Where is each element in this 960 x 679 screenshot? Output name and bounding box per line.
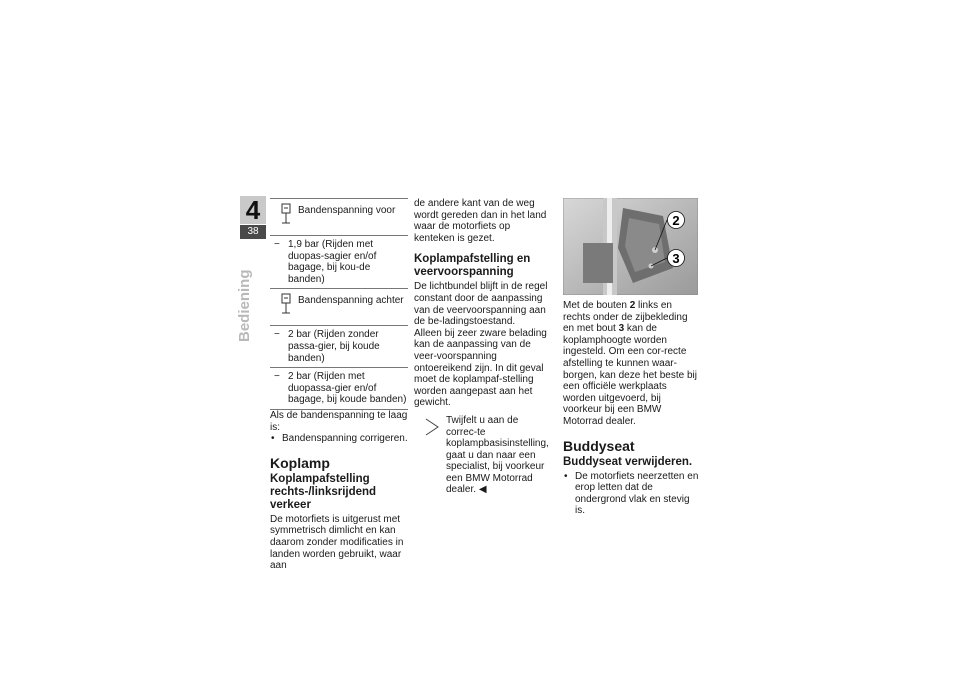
row-text: 2 bar (Rijden zonder passa-gier, bij koude banden) [288,329,380,364]
photo-illustration [563,198,698,295]
chapter-number: 4 [240,196,266,224]
list-item-text: Bandenspanning corrigeren. [282,433,408,445]
column-1 [270,198,408,572]
tire-pressure-icon [279,203,293,225]
tire-pressure-front-table [270,198,408,289]
dash: − [274,329,280,341]
list-item [563,471,701,517]
section-heading-koplamp: Koplamp [270,454,330,471]
table-label: Bandenspanning achter [298,295,404,307]
end-mark: ◀ [478,484,487,496]
tip-text: Twijfelt u aan de correc-te koplampbasisinstelling, gaat u dan naar een specialist, bij voorkeur een BMW Motorrad dealer. [446,414,549,496]
subsection-heading: Buddyseat verwijderen. [563,455,693,468]
paragraph: De motorfiets is uitgerust met symmetrisch dimlicht en kan daarom zonder modificaties in landen worden gebruikt, waar aan [270,513,404,572]
bullet: • [564,470,568,482]
tire-pressure-icon [279,293,293,315]
paragraph: Met de bouten 2 links en rechts onder de zijbekleding en met bout 3 kan de koplamphoogte worden ingesteld. Om een cor-recte afstelling te kunnen waar-borgen, kan deze het beste bij een officiële werkplaats worden uitgevoerd, bij voorkeur bij een BMW Motorrad dealer. [563,300,697,427]
subsection-heading: Koplampafstelling en veervoorspanning [414,253,531,279]
dash: − [274,239,280,250]
table-row [270,368,408,410]
page-number: 38 [240,225,266,239]
section-heading-buddyseat: Buddyseat [563,437,635,454]
paragraph: de andere kant van de weg wordt gereden dan in het land waar de motorfiets op kenteken is gezet. [414,198,547,244]
paragraph: Alleen bij zeer zware belading kan de aanpassing van de veer-voorspanning ontoereikend zijn. In dit geval moet de koplampaf-stelling worden aangepast aan het gewicht. [414,327,547,409]
chapter-side-title: Bediening [236,269,253,342]
tip-triangle-icon [424,417,440,437]
table-row [270,236,408,289]
table-row [270,326,408,368]
subsection-heading: Koplampafstelling rechts-/linksrijdend verkeer [270,472,377,511]
tire-pressure-rear-table [270,289,408,410]
row-text: 2 bar (Rijden met duopassa-gier en/of bagage, bij koude banden) [288,371,407,406]
correction-text: Als de bandenspanning te laag is: [270,409,408,433]
list-item [270,433,408,445]
headlight-adjustment-photo [563,198,698,295]
table-label: Bandenspanning voor [298,205,396,216]
list-item-text: De motorfiets neerzetten en erop letten dat de ondergrond vlak en stevig is. [575,470,699,517]
column-3 [563,300,701,517]
dash: − [274,371,280,383]
tip-note [414,415,552,496]
column-2 [414,198,552,496]
paragraph: De lichtbundel blijft in de regel constant door de aanpassing van de veervoorspanning aan de be-ladingstoestand. [414,281,548,328]
bullet: • [271,433,275,445]
callout-label: 2 [672,213,680,228]
callout-label: 3 [672,251,680,266]
row-text: 1,9 bar (Rijden met duopas-sagier en/of bagage, bij kou-de banden) [288,239,377,285]
